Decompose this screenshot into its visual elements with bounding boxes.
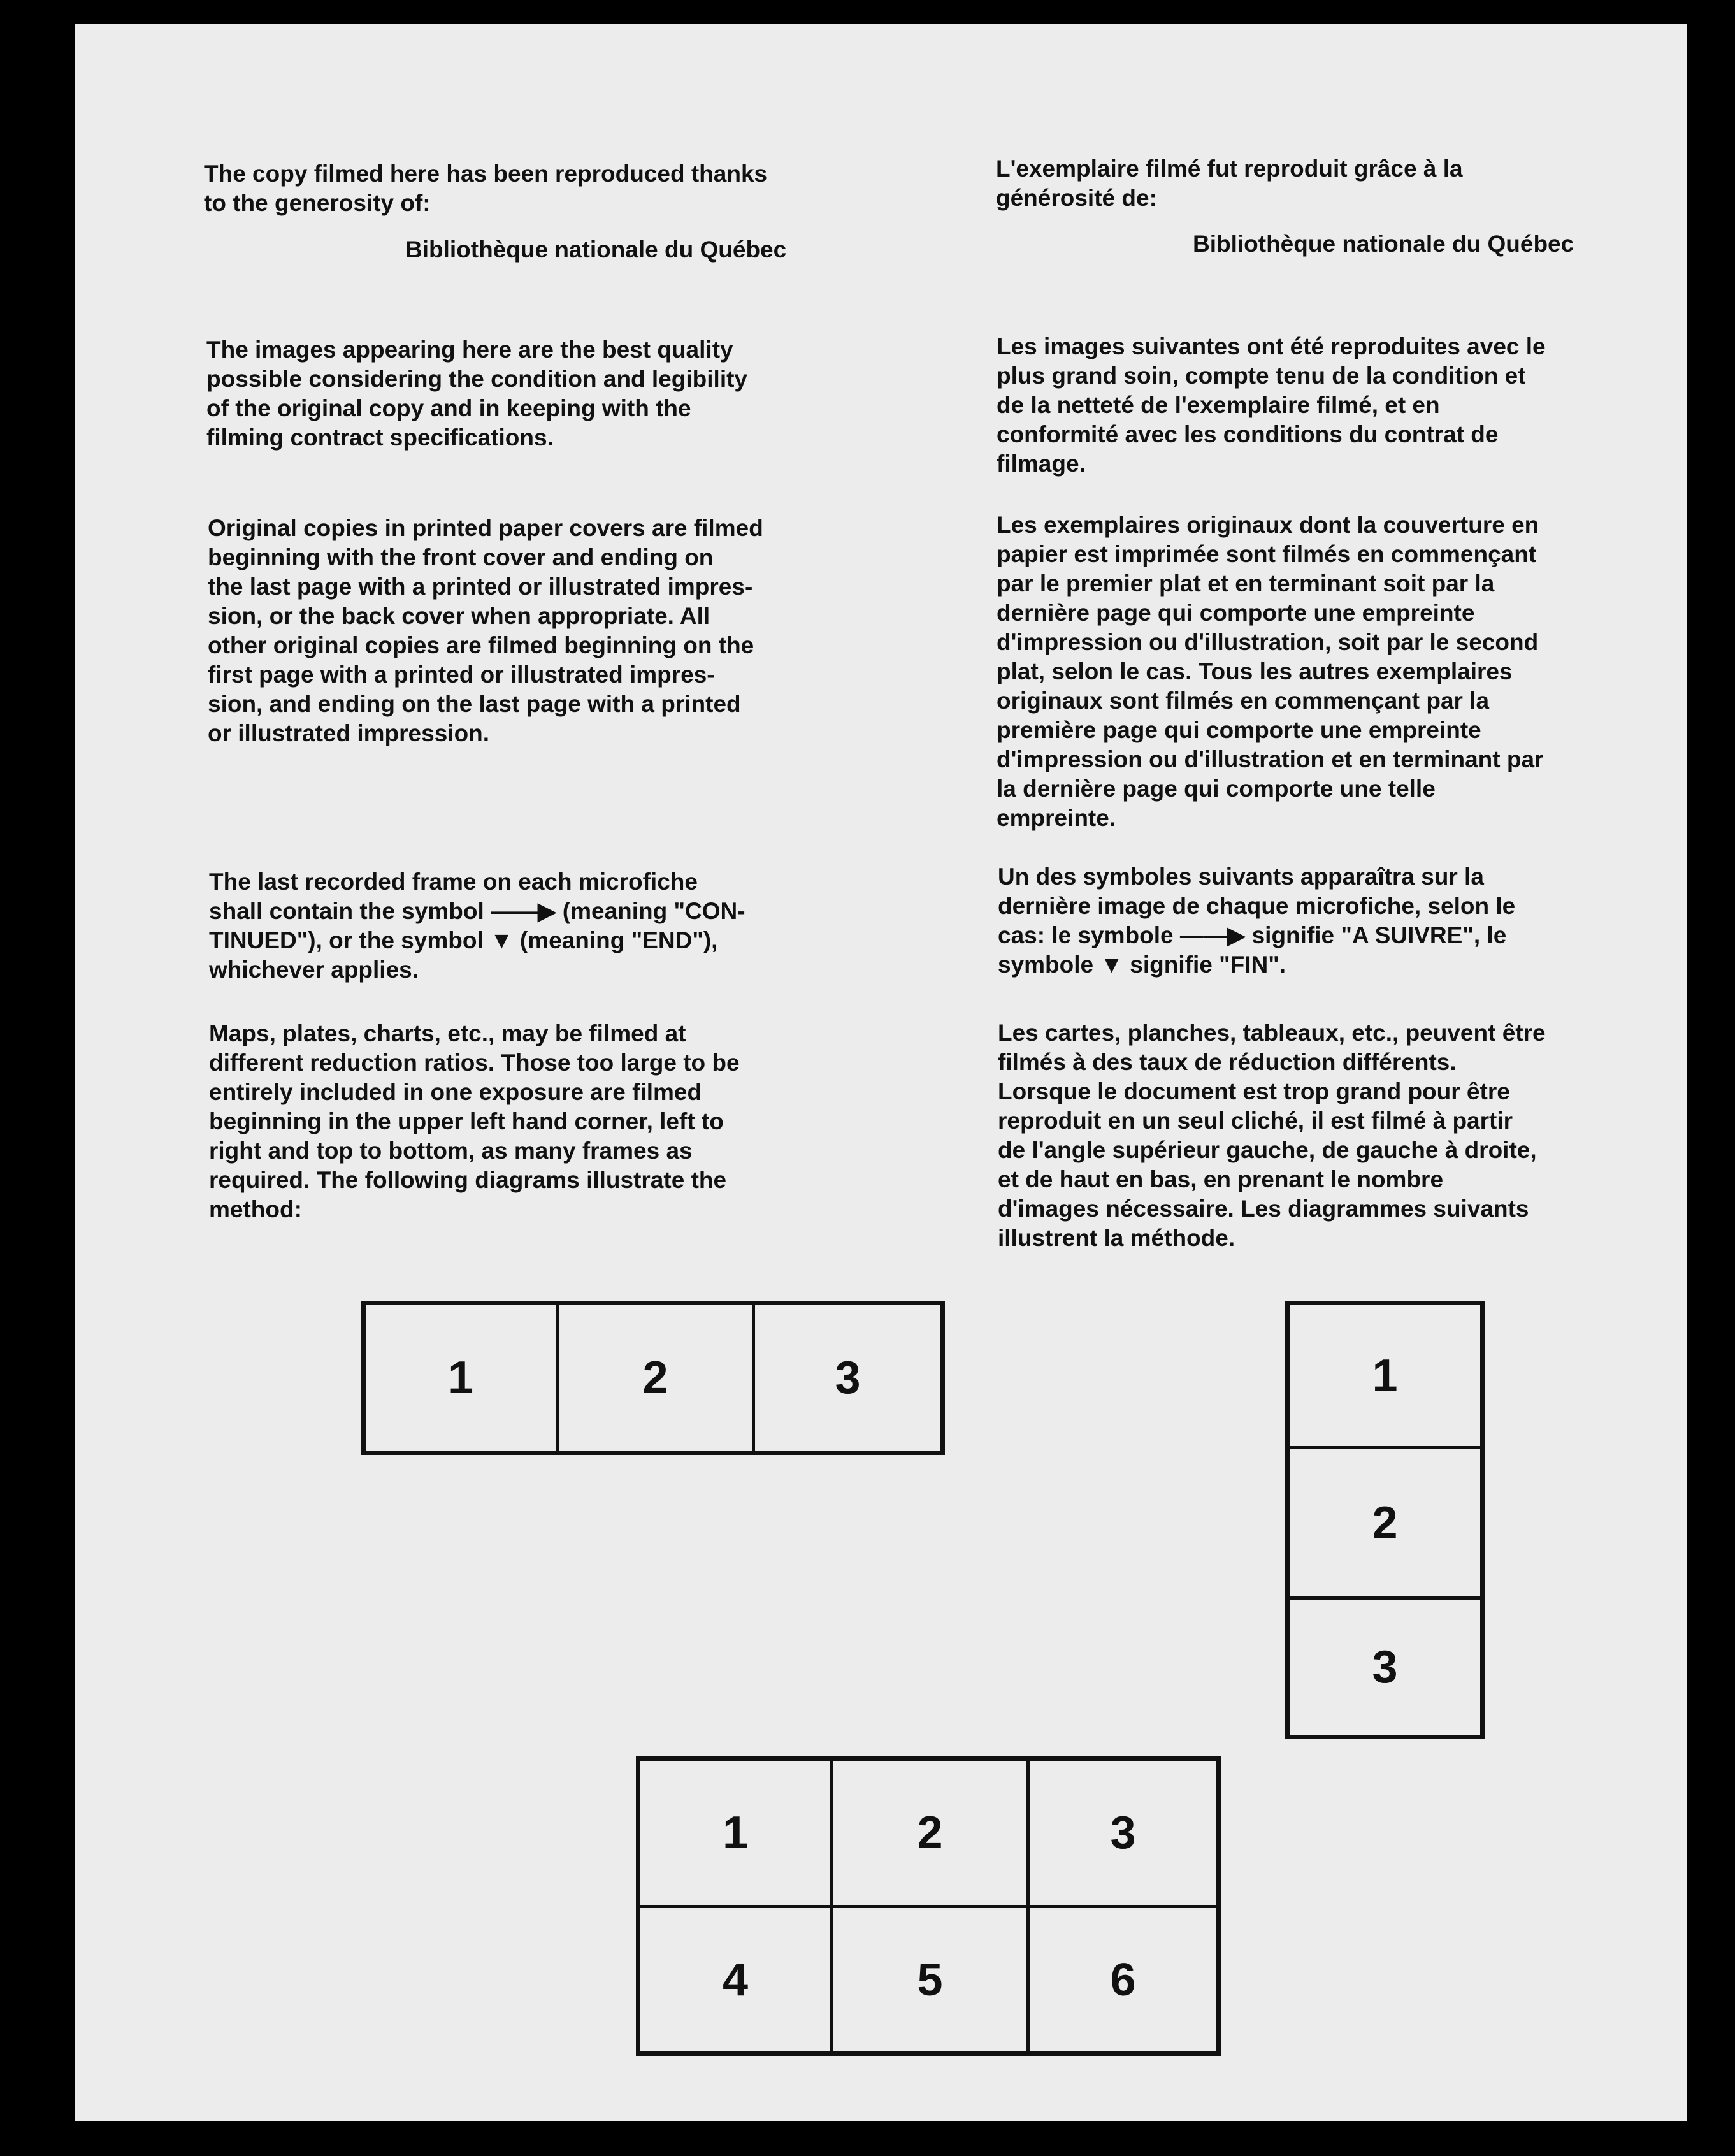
diagram-vertical-cell: 2	[1290, 1449, 1480, 1600]
diagram-grid-cell: 5	[833, 1908, 1030, 2051]
french-intro: L'exemplaire filmé fut reproduit grâce à la générosité de:	[996, 156, 1463, 211]
diagram-grid-cell: 2	[833, 1761, 1030, 1908]
english-originals-paragraph: Original copies in printed paper covers are filmed beginning with the front cover and ending on the last page with a printed or illustrated impres- sion, or the back cover when appropriate. All other original copies are filmed beginning on the first page with a printed or illustrated impres- sion, and ending on the last page with a printed or illustrated impression.	[208, 515, 763, 746]
english-intro: The copy filmed here has been reproduced thanks to the generosity of:	[204, 161, 768, 216]
english-maps-paragraph: Maps, plates, charts, etc., may be filmed at different reduction ratios. Those too large to be entirely included in one exposure are filmed beginning in the upper left hand corner, left to right and top to bottom, as many frames as required. The following diagrams illustrate the method:	[209, 1020, 740, 1222]
french-maps-paragraph: Les cartes, planches, tableaux, etc., peuvent être filmés à des taux de réduction différents. Lorsque le document est trop grand pour être reproduit en un seul cliché, il est filmé à partir de l'angle supérieur gauche, de gauche à droite, et de haut en bas, en prenant le nombre d'images nécessaire. Les diagrammes suivants illustrent la méthode.	[998, 1020, 1546, 1251]
diagram-horizontal-cell: 3	[835, 1352, 861, 1403]
diagram-grid-cell: 1	[640, 1761, 833, 1908]
english-institution: Bibliothèque nationale du Québec	[405, 236, 787, 263]
french-institution: Bibliothèque nationale du Québec	[1193, 231, 1574, 257]
diagram-vertical-cell: 1	[1290, 1305, 1480, 1449]
diagram-vertical-cell: 3	[1372, 1642, 1398, 1693]
diagram-grid-cell: 6	[1110, 1954, 1136, 2006]
english-symbols-paragraph: The last recorded frame on each microfiche shall contain the symbol ——▶ (meaning "CON- TINUED"), or the symbol ▼ (meaning "END"), whichever applies.	[209, 869, 745, 983]
diagram-grid-cell: 4	[640, 1908, 833, 2051]
diagram-horizontal	[361, 1301, 945, 1455]
english-quality-paragraph: The images appearing here are the best quality possible considering the condition and legibility of the original copy and in keeping with the filming contract specifications.	[206, 336, 748, 451]
diagram-horizontal-cell: 2	[559, 1305, 755, 1451]
french-quality-paragraph: Les images suivantes ont été reproduites avec le plus grand soin, compte tenu de la condition et de la netteté de l'exemplaire filmé, et en conformité avec les conditions du contrat de filmage.	[997, 333, 1546, 477]
page	[75, 24, 1687, 2121]
french-symbols-paragraph: Un des symboles suivants apparaîtra sur la dernière image de chaque microfiche, selon le cas: le symbole ——▶ signifie "A SUIVRE", le symbole ▼ signifie "FIN".	[998, 864, 1516, 978]
diagram-vertical	[1285, 1301, 1485, 1739]
french-originals-paragraph: Les exemplaires originaux dont la couverture en papier est imprimée sont filmés en commençant par le premier plat et en terminant soit par la dernière page qui comporte une empreinte d'impression ou d'illustration, soit par le second plat, selon le cas. Tous les autres exemplaires originaux sont filmés en commençant par la première page qui comporte une empreinte d'impression ou d'illustration et en terminant par la dernière page qui comporte une telle empreinte.	[997, 512, 1544, 831]
diagram-horizontal-cell: 1	[366, 1305, 559, 1451]
diagram-grid	[636, 1756, 1221, 2056]
diagram-grid-cell: 3	[1030, 1761, 1216, 1908]
